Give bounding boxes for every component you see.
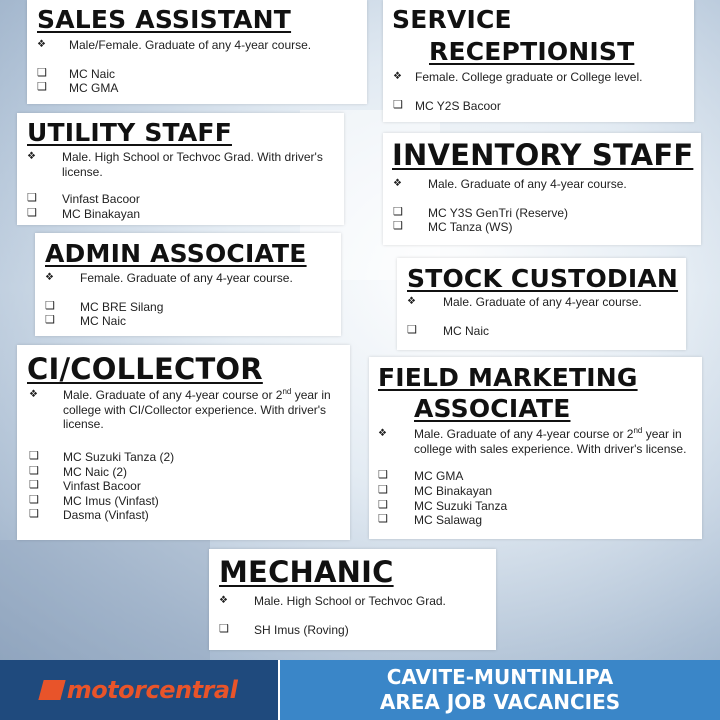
square-bullet-icon: ❑ (29, 493, 39, 506)
branch-item: MC Naic (2) (63, 464, 128, 479)
job-card-field-marketing-associate (369, 357, 702, 539)
job-title: MECHANIC (219, 555, 394, 589)
square-bullet-icon: ❑ (393, 220, 403, 233)
branch-item: MC Binakayan (62, 206, 141, 221)
diamond-bullet-icon: ❖ (45, 272, 54, 283)
job-requirement: Female. Graduate of any 4-year course. (80, 271, 293, 285)
branch-item: Vinfast Bacoor (62, 192, 140, 207)
branch-item: MC Binakayan (414, 483, 493, 498)
square-bullet-icon: ❑ (407, 323, 417, 336)
branch-item: SH Imus (Roving) (254, 622, 349, 637)
job-requirement: Male. Graduate of any 4-year course. (443, 295, 642, 309)
brand-mark-icon (38, 680, 65, 700)
diamond-bullet-icon: ❖ (29, 389, 38, 400)
square-bullet-icon: ❑ (37, 66, 47, 79)
diamond-bullet-icon: ❖ (378, 428, 387, 439)
job-card-mechanic (209, 549, 496, 650)
background-blur-shape (0, 540, 210, 660)
branch-item: MC GMA (414, 469, 464, 484)
job-title: STOCK CUSTODIAN (407, 264, 679, 293)
job-card-stock-custodian (397, 258, 686, 350)
job-requirement: Male. Graduate of any 4-year course or 2nd year in college with CI/Collector experience. With driver's license. (63, 387, 331, 432)
job-requirement: Male. Graduate of any 4-year course or 2nd year in college with sales experience. With driver's license. (414, 426, 687, 456)
job-card-utility-staff (17, 113, 344, 225)
branch-item: MC Y2S Bacoor (415, 98, 501, 113)
job-card-service-receptionist (383, 0, 694, 122)
square-bullet-icon: ❑ (378, 513, 388, 526)
square-bullet-icon: ❑ (219, 622, 229, 635)
square-bullet-icon: ❑ (45, 299, 55, 312)
square-bullet-icon: ❑ (29, 464, 39, 477)
square-bullet-icon: ❑ (29, 449, 39, 462)
job-title: UTILITY STAFF (27, 118, 232, 147)
diamond-bullet-icon: ❖ (219, 595, 228, 606)
branch-item: MC Suzuki Tanza (414, 498, 508, 513)
square-bullet-icon: ❑ (393, 98, 403, 111)
branch-item: Vinfast Bacoor (63, 479, 141, 494)
job-card-inventory-staff (383, 133, 701, 245)
job-card-ci-collector (17, 345, 350, 540)
square-bullet-icon: ❑ (45, 314, 55, 327)
square-bullet-icon: ❑ (27, 192, 37, 205)
job-title: SALES ASSISTANT (37, 5, 292, 34)
square-bullet-icon: ❑ (37, 81, 47, 94)
square-bullet-icon: ❑ (378, 498, 388, 511)
branch-item: MC Tanza (WS) (428, 220, 513, 235)
brand-logo (41, 676, 238, 704)
footer-banner (0, 660, 720, 720)
job-requirement: Female. College graduate or College level. (415, 70, 643, 84)
square-bullet-icon: ❑ (29, 508, 39, 521)
branch-item: MC Naic (69, 66, 116, 81)
footer-heading-line2: AREA JOB VACANCIES (379, 690, 621, 714)
square-bullet-icon: ❑ (378, 469, 388, 482)
diamond-bullet-icon: ❖ (393, 71, 402, 82)
job-requirement: Male. High School or Techvoc Grad. (254, 594, 446, 608)
job-card-admin-associate (35, 233, 341, 336)
job-title-line2: ASSOCIATE (414, 394, 571, 423)
job-title-line2: RECEPTIONIST (429, 37, 635, 66)
diamond-bullet-icon: ❖ (407, 296, 416, 307)
branch-item: MC BRE Silang (80, 299, 164, 314)
diamond-bullet-icon: ❖ (393, 178, 402, 189)
branch-item: MC GMA (69, 81, 119, 96)
square-bullet-icon: ❑ (27, 206, 37, 219)
job-title-line1: FIELD MARKETING (378, 363, 638, 392)
job-title: ADMIN ASSOCIATE (45, 239, 307, 268)
diamond-bullet-icon: ❖ (27, 151, 36, 162)
branch-item: MC Y3S GenTri (Reserve) (428, 205, 569, 220)
branch-item: MC Naic (80, 314, 127, 329)
branch-item: MC Imus (Vinfast) (63, 493, 159, 508)
square-bullet-icon: ❑ (393, 205, 403, 218)
brand-panel (0, 660, 280, 720)
diamond-bullet-icon: ❖ (37, 39, 46, 50)
branch-item: MC Suzuki Tanza (2) (63, 449, 175, 464)
job-requirement: Male. High School or Techvoc Grad. With driver's license. (62, 150, 323, 179)
job-title: INVENTORY STAFF (392, 138, 694, 172)
job-card-sales-assistant (27, 0, 367, 104)
square-bullet-icon: ❑ (29, 479, 39, 492)
job-requirement: Male. Graduate of any 4-year course. (428, 177, 627, 191)
branch-item: MC Naic (443, 323, 490, 338)
heading-panel (280, 660, 720, 720)
footer-heading-line1: CAVITE-MUNTINLIPA (386, 665, 614, 689)
branch-item: MC Salawag (414, 513, 483, 528)
job-title: CI/COLLECTOR (27, 352, 263, 386)
brand-name: motorcentral (66, 676, 238, 704)
square-bullet-icon: ❑ (378, 483, 388, 496)
branch-item: Dasma (Vinfast) (63, 508, 149, 523)
job-requirement: Male/Female. Graduate of any 4-year course. (69, 38, 312, 52)
job-title-line1: SERVICE (392, 5, 512, 34)
